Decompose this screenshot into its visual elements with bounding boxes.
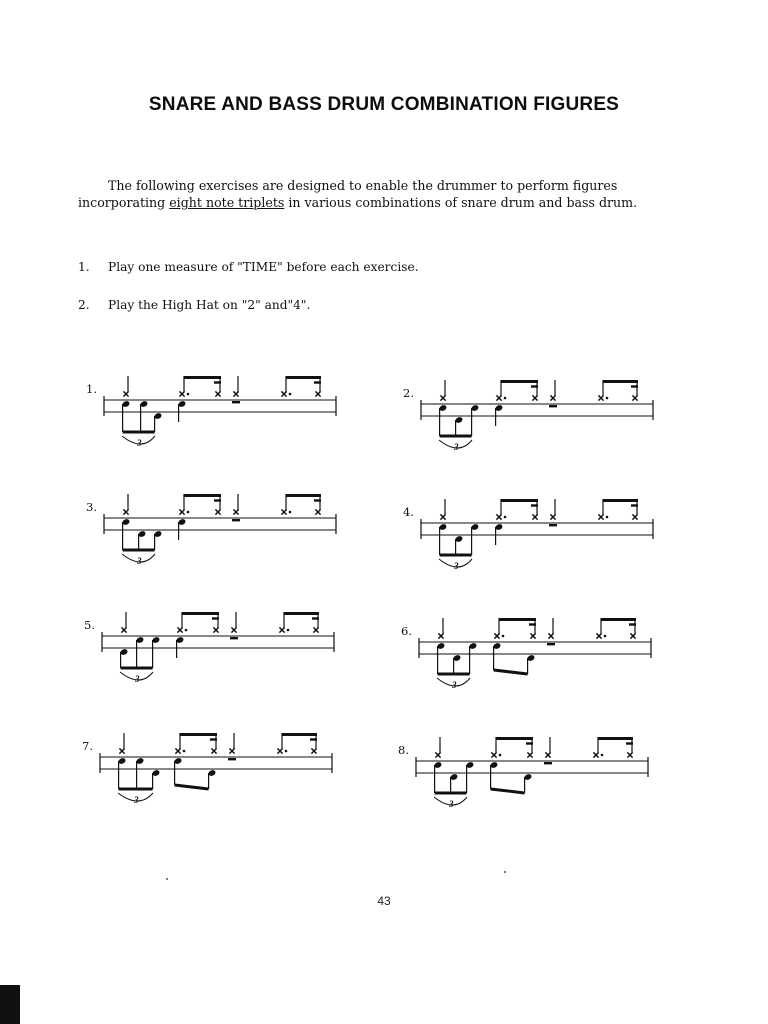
cymbal-note-head <box>527 752 532 757</box>
upper-voice <box>440 499 638 526</box>
exercise-1 <box>86 372 346 462</box>
upper-voice <box>440 380 638 407</box>
triplet-number: 3 <box>454 442 459 452</box>
note-beam <box>494 670 528 674</box>
upper-voice <box>438 618 636 645</box>
upper-voice <box>119 733 317 760</box>
page-number: 43 <box>377 894 391 908</box>
cymbal-note-head <box>632 395 637 400</box>
cymbal-note-head <box>281 509 286 514</box>
cymbal-note-head <box>632 514 637 519</box>
lower-voice <box>437 642 536 690</box>
cymbal-note-head <box>123 509 128 514</box>
triplet-number: 3 <box>137 556 142 566</box>
cymbal-note-head <box>596 633 601 638</box>
lower-voice <box>120 636 185 684</box>
cymbal-note-head <box>530 633 535 638</box>
cymbal-note-head <box>313 627 318 632</box>
lower-voice <box>118 757 217 805</box>
exercise-4 <box>403 495 663 585</box>
exercise-3 <box>86 490 346 580</box>
augmentation-dot <box>289 511 292 514</box>
cymbal-note-head <box>123 391 128 396</box>
cymbal-note-head <box>121 627 126 632</box>
exercise-number: 6. <box>401 624 412 638</box>
exercise-5 <box>84 608 344 698</box>
drum-measure <box>403 376 663 466</box>
cymbal-note-head <box>119 748 124 753</box>
paper-speck <box>166 878 168 880</box>
augmentation-dot <box>285 750 288 753</box>
upper-voice <box>123 494 321 521</box>
cymbal-note-head <box>598 514 603 519</box>
intro-line-1: The following exercises are designed to enable the drummer to perform figures <box>108 178 618 193</box>
cymbal-note-head <box>496 395 501 400</box>
half-rest <box>549 405 557 407</box>
triplet-number: 3 <box>452 680 457 690</box>
half-rest <box>232 401 240 403</box>
cymbal-note-head <box>532 514 537 519</box>
lower-voice <box>434 761 533 809</box>
cymbal-note-head <box>281 391 286 396</box>
exercise-2 <box>403 376 663 466</box>
upper-voice <box>123 376 321 403</box>
instruction-2 <box>78 298 310 312</box>
cymbal-note-head <box>496 514 501 519</box>
scan-edge-mark <box>0 985 20 1024</box>
half-rest <box>228 758 236 760</box>
cymbal-note-head <box>532 395 537 400</box>
exercise-number: 5. <box>84 618 95 632</box>
half-rest <box>547 643 555 645</box>
augmentation-dot <box>185 629 188 632</box>
cymbal-note-head <box>550 395 555 400</box>
cymbal-note-head <box>213 627 218 632</box>
lower-voice <box>122 400 187 448</box>
augmentation-dot <box>187 393 190 396</box>
cymbal-note-head <box>177 627 182 632</box>
cymbal-note-head <box>593 752 598 757</box>
upper-voice <box>121 612 319 639</box>
cymbal-note-head <box>277 748 282 753</box>
augmentation-dot <box>183 750 186 753</box>
cymbal-note-head <box>630 633 635 638</box>
augmentation-dot <box>187 511 190 514</box>
augmentation-dot <box>601 754 604 757</box>
paper-speck <box>504 871 506 873</box>
half-rest <box>549 524 557 526</box>
drum-measure <box>401 614 661 704</box>
half-rest <box>544 762 552 764</box>
cymbal-note-head <box>435 752 440 757</box>
cymbal-note-head <box>233 509 238 514</box>
cymbal-note-head <box>494 633 499 638</box>
cymbal-note-head <box>179 509 184 514</box>
cymbal-note-head <box>548 633 553 638</box>
intro-paragraph <box>78 177 658 211</box>
augmentation-dot <box>287 629 290 632</box>
triplet-number: 3 <box>137 438 142 448</box>
drum-measure <box>84 608 344 698</box>
drum-measure <box>82 729 342 819</box>
instruction-number: 1. <box>78 260 90 274</box>
exercise-number: 7. <box>82 739 93 753</box>
upper-voice <box>435 737 633 764</box>
lower-voice <box>122 518 187 566</box>
exercise-number: 8. <box>398 743 409 757</box>
cymbal-note-head <box>179 391 184 396</box>
cymbal-note-head <box>627 752 632 757</box>
triplet-number: 3 <box>454 561 459 571</box>
cymbal-note-head <box>440 395 445 400</box>
augmentation-dot <box>504 516 507 519</box>
exercise-8 <box>398 733 658 823</box>
instruction-text: Play the High Hat on "2" and"4". <box>108 298 311 312</box>
augmentation-dot <box>604 635 607 638</box>
drum-measure <box>86 490 346 580</box>
exercise-number: 1. <box>86 382 97 396</box>
intro-emphasis: eight note triplets <box>169 195 285 210</box>
triplet-number: 3 <box>135 674 140 684</box>
cymbal-note-head <box>545 752 550 757</box>
instruction-text: Play one measure of "TIME" before each exercise. <box>108 260 419 274</box>
cymbal-note-head <box>311 748 316 753</box>
instruction-1 <box>78 260 419 274</box>
cymbal-note-head <box>175 748 180 753</box>
note-beam <box>491 789 525 793</box>
cymbal-note-head <box>438 633 443 638</box>
lower-voice <box>439 523 504 571</box>
cymbal-note-head <box>215 391 220 396</box>
lower-voice <box>439 404 504 452</box>
cymbal-note-head <box>550 514 555 519</box>
augmentation-dot <box>504 397 507 400</box>
exercise-number: 3. <box>86 500 97 514</box>
cymbal-note-head <box>598 395 603 400</box>
cymbal-note-head <box>315 391 320 396</box>
half-rest <box>232 519 240 521</box>
triplet-number: 3 <box>134 795 139 805</box>
cymbal-note-head <box>229 748 234 753</box>
augmentation-dot <box>606 397 609 400</box>
cymbal-note-head <box>491 752 496 757</box>
cymbal-note-head <box>279 627 284 632</box>
intro-line-2: incorporating eight note triplets in various combinations of snare drum and bass drum. <box>78 195 638 210</box>
drum-measure <box>86 372 346 462</box>
augmentation-dot <box>289 393 292 396</box>
drum-measure <box>398 733 658 823</box>
exercise-6 <box>401 614 661 704</box>
cymbal-note-head <box>233 391 238 396</box>
note-beam <box>175 785 209 789</box>
cymbal-note-head <box>440 514 445 519</box>
exercise-7 <box>82 729 342 819</box>
page-title: SNARE AND BASS DRUM COMBINATION FIGURES <box>148 94 620 115</box>
triplet-number: 3 <box>449 799 454 809</box>
cymbal-note-head <box>215 509 220 514</box>
exercise-number: 4. <box>403 505 414 519</box>
augmentation-dot <box>502 635 505 638</box>
augmentation-dot <box>499 754 502 757</box>
augmentation-dot <box>606 516 609 519</box>
instruction-number: 2. <box>78 298 90 312</box>
exercise-number: 2. <box>403 386 414 400</box>
cymbal-note-head <box>231 627 236 632</box>
half-rest <box>230 637 238 639</box>
drum-measure <box>403 495 663 585</box>
cymbal-note-head <box>315 509 320 514</box>
cymbal-note-head <box>211 748 216 753</box>
